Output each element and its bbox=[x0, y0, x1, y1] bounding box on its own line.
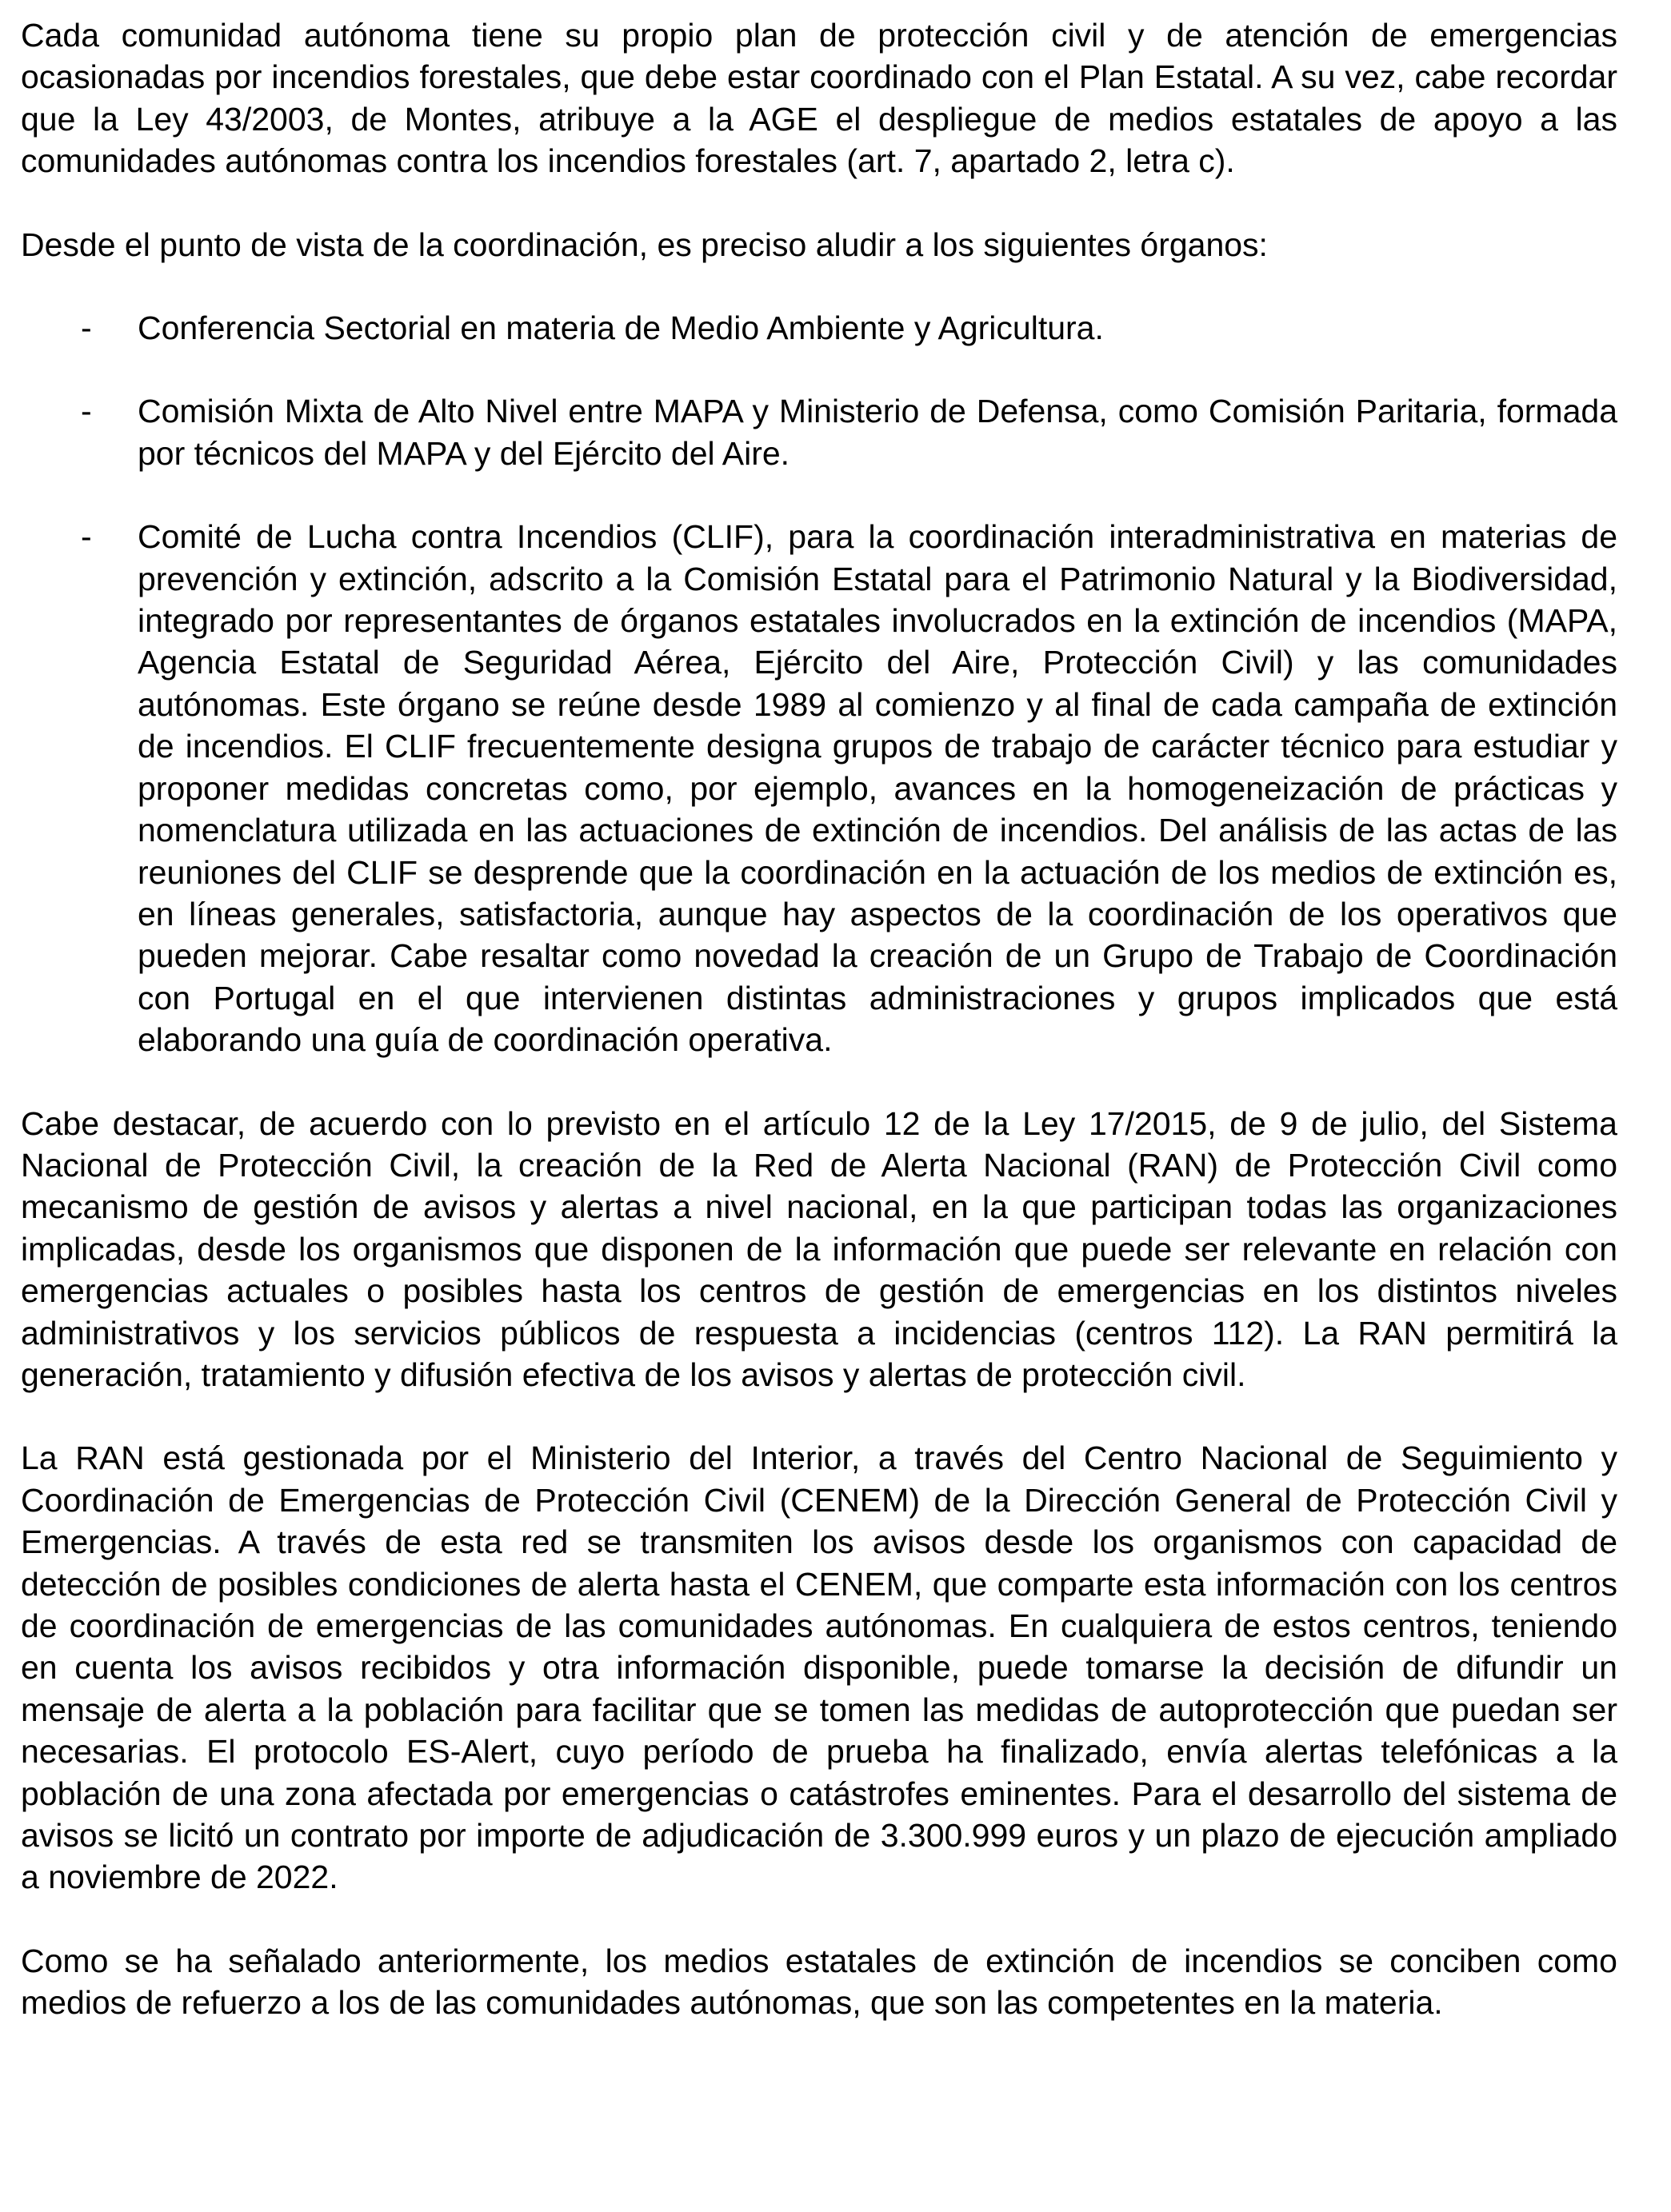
list-item bbox=[21, 307, 1617, 349]
list-item bbox=[21, 390, 1617, 474]
paragraph-medios-estatales: Como se ha señalado anteriormente, los medios estatales de extinción de incendios se conciben como medios de refuerzo a los de las comunidades autónomas, que son las competentes en la materia. bbox=[21, 1942, 1617, 2022]
paragraph-ran-gestion: La RAN está gestionada por el Ministerio del Interior, a través del Centro Nacional de Seguimiento y Coordinación de Emergencias de Protección Civil (CENEM) de la Dirección General de Protección Civil y Emergencias. A través de esta red se transmiten los avisos desde los organismos con capacidad de detección de posibles condiciones de alerta hasta el CENEM, que comparte esta información con los centros de coordinación de emergencias de las comunidades autónomas. En cualquiera de estos centros, teniendo en cuenta los avisos recibidos y otra información disponible, puede tomarse la decisión de difundir un mensaje de alerta a la población para facilitar que se tomen las medidas de autoprotección que puedan ser necesarias. El protocolo ES-Alert, cuyo período de prueba ha finalizado, envía alertas telefónicas a la población de una zona afectada por emergencias o catástrofes eminentes. Para el desarrollo del sistema de avisos se licitó un contrato por importe de adjudicación de 3.300.999 euros y un plazo de ejecución ampliado a noviembre de 2022. bbox=[21, 1439, 1617, 1896]
list-item bbox=[21, 516, 1617, 1060]
document-page bbox=[21, 14, 1617, 2024]
paragraph-plan-autonomico: Cada comunidad autónoma tiene su propio plan de protección civil y de atención de emergencias ocasionadas por incendios forestales, que debe estar coordinado con el Plan Estatal. A su vez, cabe recordar que la Ley 43/2003, de Montes, atribuye a la AGE el despliegue de medios estatales de apoyo a las comunidades autónomas contra los incendios forestales (art. 7, apartado 2, letra c). bbox=[21, 17, 1617, 180]
paragraph-organos-intro: Desde el punto de vista de la coordinación, es preciso aludir a los siguientes órganos: bbox=[21, 226, 1268, 263]
list-bullet: - bbox=[81, 309, 92, 347]
organos-list bbox=[21, 307, 1617, 1061]
list-item-text: Comité de Lucha contra Incendios (CLIF), para la coordinación interadministrativa en materias de prevención y extinción, adscrito a la Comisión Estatal para el Patrimonio Natural y la Biodiversidad, integrado por representantes de órganos estatales involucrados en la extinción de incendios (MAPA, Agencia Estatal de Seguridad Aérea, Ejército del Aire, Protección Civil) y las comunidades autónomas. Este órgano se reúne desde 1989 al comienzo y al final de cada campaña de extinción de incendios. El CLIF frecuentemente designa grupos de trabajo de carácter técnico para estudiar y proponer medidas concretas como, por ejemplo, avances en la homogeneización de prácticas y nomenclatura utilizada en las actuaciones de extinción de incendios. Del análisis de las actas de las reuniones del CLIF se desprende que la coordinación en la actuación de los medios de extinción es, en líneas generales, satisfactoria, aunque hay aspectos de la coordinación de los operativos que pueden mejorar. Cabe resaltar como novedad la creación de un Grupo de Trabajo de Coordinación con Portugal en el que intervienen distintas administraciones y grupos implicados que está elaborando una guía de coordinación operativa. bbox=[138, 518, 1617, 1059]
list-item-text: Conferencia Sectorial en materia de Medio Ambiente y Agricultura. bbox=[138, 309, 1104, 347]
list-bullet: - bbox=[81, 518, 92, 556]
list-item-text: Comisión Mixta de Alto Nivel entre MAPA y Ministerio de Defensa, como Comisión Paritaria, formada por técnicos del MAPA y del Ejército del Aire. bbox=[138, 393, 1617, 472]
paragraph-ran: Cabe destacar, de acuerdo con lo previsto en el artículo 12 de la Ley 17/2015, de 9 de julio, del Sistema Nacional de Protección Civil, la creación de la Red de Alerta Nacional (RAN) de Protección Civil como mecanismo de gestión de avisos y alertas a nivel nacional, en la que participan todas las organizaciones implicadas, desde los organismos que disponen de la información que puede ser relevante en relación con emergencias actuales o posibles hasta los centros de gestión de emergencias en los distintos niveles administrativos y los servicios públicos de respuesta a incidencias (centros 112). La RAN permitirá la generación, tratamiento y difusión efectiva de los avisos y alertas de protección civil. bbox=[21, 1104, 1617, 1393]
list-bullet: - bbox=[81, 393, 92, 430]
